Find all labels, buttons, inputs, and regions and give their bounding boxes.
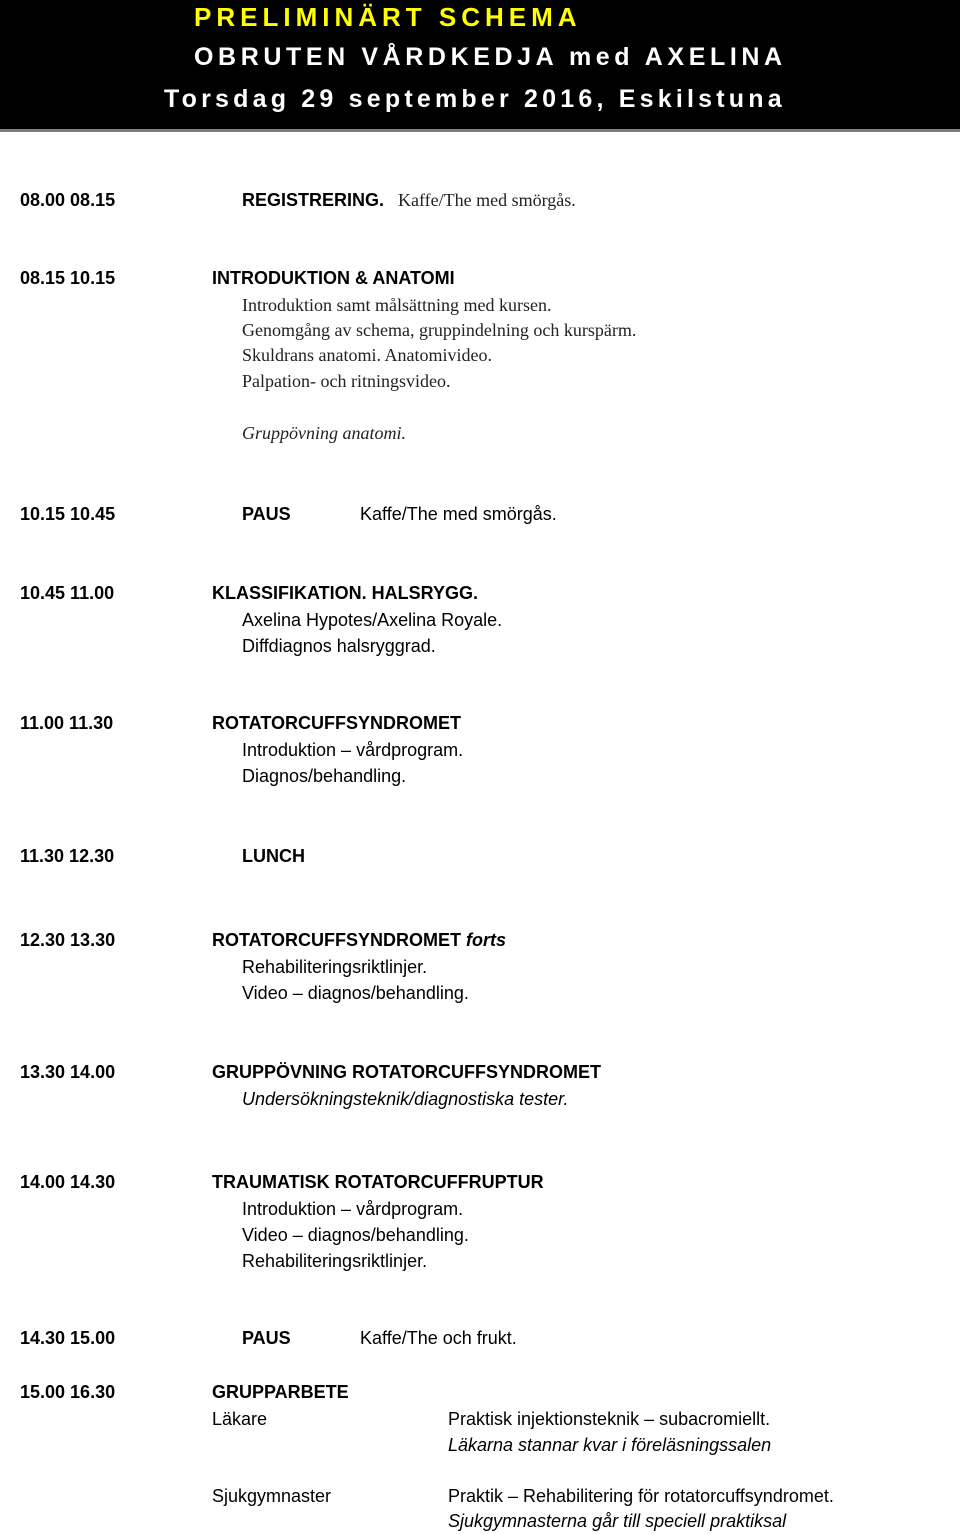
- session-title: [212, 929, 506, 951]
- group-activity: Praktisk injektionsteknik – subacromiellt.: [448, 1409, 771, 1429]
- session-title: PAUS: [242, 504, 291, 524]
- group-location-note: Sjukgymnasterna går till speciell praktiksal: [448, 1511, 787, 1531]
- session-title: INTRODUKTION & ANATOMI: [212, 268, 455, 288]
- session-title: ROTATORCUFFSYNDROMET: [212, 713, 461, 733]
- session-detail: Rehabiliteringsriktlinjer.: [242, 957, 428, 977]
- session-title: PAUS: [242, 1328, 291, 1348]
- session-time: 08.15 10.15: [20, 268, 116, 288]
- session-title-suffix: forts: [466, 930, 507, 950]
- session-detail: Diagnos/behandling.: [242, 766, 407, 786]
- session-detail: Video – diagnos/behandling.: [242, 1225, 469, 1245]
- session-time: 13.30 14.00: [20, 1062, 116, 1082]
- session-title: KLASSIFIKATION. HALSRYGG.: [212, 583, 479, 603]
- group-name: Sjukgymnaster: [212, 1486, 332, 1506]
- session-detail: Axelina Hypotes/Axelina Royale.: [242, 610, 503, 630]
- session-title-main: ROTATORCUFFSYNDROMET: [212, 930, 461, 950]
- session-note: Kaffe/The med smörgås.: [360, 504, 557, 524]
- schedule-status-title: PRELIMINÄRT SCHEMA: [194, 2, 582, 32]
- session-time: 10.15 10.45: [20, 504, 116, 524]
- session-detail: Video – diagnos/behandling.: [242, 983, 469, 1003]
- session-title: LUNCH: [242, 846, 305, 866]
- session-title: TRAUMATISK ROTATORCUFFRUPTUR: [212, 1172, 544, 1192]
- session-time: 11.00 11.30: [20, 713, 114, 733]
- session-title: GRUPPÖVNING ROTATORCUFFSYNDROMET: [212, 1062, 602, 1082]
- session-detail: Introduktion samt målsättning med kursen.: [242, 295, 552, 315]
- session-note: Kaffe/The och frukt.: [360, 1328, 517, 1348]
- session-time: 14.30 15.00: [20, 1328, 116, 1348]
- session-time: 15.00 16.30: [20, 1382, 116, 1402]
- session-detail: Genomgång av schema, gruppindelning och kurspärm.: [242, 320, 637, 340]
- session-time: 08.00 08.15: [20, 190, 116, 210]
- session-detail: Palpation- och ritningsvideo.: [242, 371, 451, 391]
- group-location-note: Läkarna stannar kvar i föreläsningssalen: [448, 1435, 772, 1455]
- session-detail: Diffdiagnos halsryggrad.: [242, 636, 436, 656]
- session-title: REGISTRERING.: [242, 190, 385, 210]
- session-detail: Undersökningsteknik/diagnostiska tester.: [242, 1089, 569, 1109]
- session-time: 10.45 11.00: [20, 583, 115, 603]
- session-detail: Skuldrans anatomi. Anatomivideo.: [242, 345, 492, 365]
- header-banner: [0, 0, 960, 132]
- group-name: Läkare: [212, 1409, 268, 1429]
- course-title: OBRUTEN VÅRDKEDJA med AXELINA: [194, 43, 787, 71]
- session-note: Kaffe/The med smörgås.: [398, 190, 576, 210]
- session-exercise: Gruppövning anatomi.: [242, 423, 406, 443]
- session-time: 12.30 13.30: [20, 930, 116, 950]
- session-detail: Rehabiliteringsriktlinjer.: [242, 1251, 428, 1271]
- session-detail: Introduktion – vårdprogram.: [242, 1199, 464, 1219]
- group-activity: Praktik – Rehabilitering för rotatorcuffsyndromet.: [448, 1486, 834, 1506]
- session-title: GRUPPARBETE: [212, 1382, 349, 1402]
- date-location: Torsdag 29 september 2016, Eskilstuna: [164, 85, 786, 113]
- session-time: 14.00 14.30: [20, 1172, 116, 1192]
- session-detail: Introduktion – vårdprogram.: [242, 740, 464, 760]
- session-time: 11.30 12.30: [20, 846, 115, 866]
